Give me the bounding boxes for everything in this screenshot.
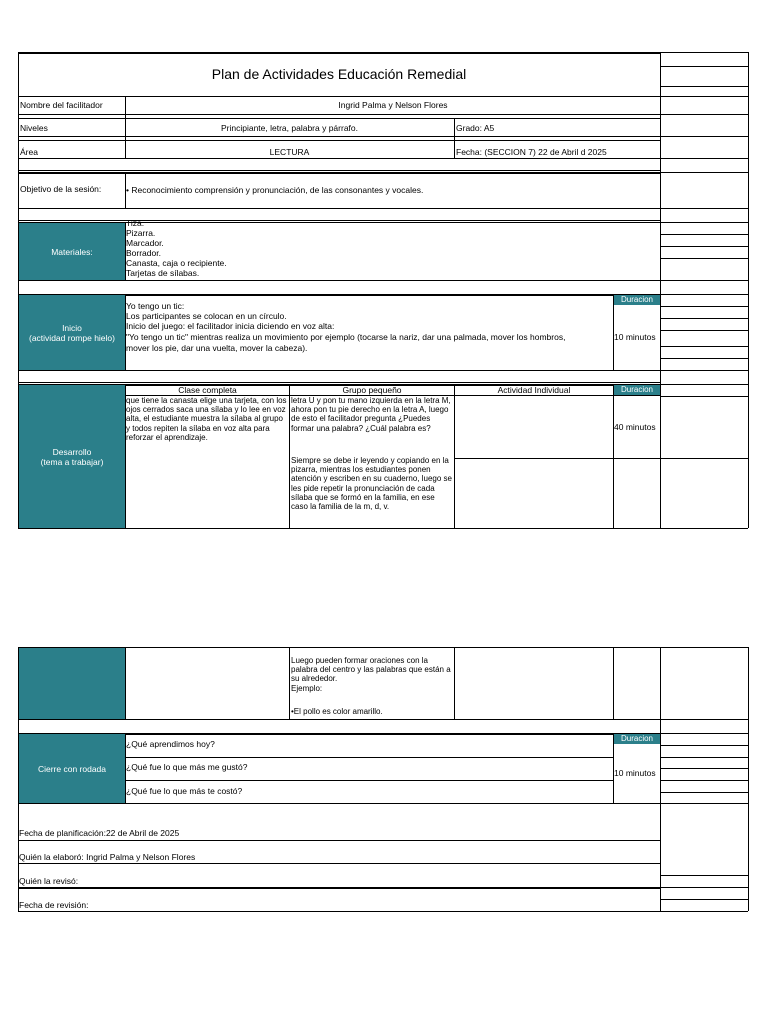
date-value: Fecha: (SECCION 7) 22 de Abril d 2025 bbox=[456, 147, 607, 157]
material-item: Pizarra. bbox=[126, 228, 156, 238]
desarrollo-header bbox=[19, 385, 125, 528]
inicio-duration-header: Duracion bbox=[614, 295, 660, 305]
desarrollo-duration-header: Duracion bbox=[614, 385, 660, 395]
small-group-text-3: Luego pueden formar oraciones con la palabra del centro y las palabras que están a su alrededor. Ejemplo: bbox=[291, 656, 451, 693]
desarrollo-duration: 40 minutos bbox=[614, 422, 656, 432]
cierre-question: ¿Qué fue lo que más te costó? bbox=[126, 786, 243, 796]
grade-value: Grado: A5 bbox=[456, 123, 495, 133]
col-whole-class: Clase completa bbox=[178, 385, 237, 395]
material-item: Marcador. bbox=[126, 238, 164, 248]
material-item: Canasta, caja o recipiente. bbox=[126, 258, 227, 268]
inicio-line: Yo tengo un tic: bbox=[126, 301, 185, 311]
small-group-example: •El pollo es color amarillo. bbox=[291, 707, 383, 716]
continuation-header bbox=[19, 648, 125, 719]
inicio-line: mover los pie, dar una vuelta, mover la cabeza). bbox=[126, 343, 308, 353]
prepared-by: Quién la elaboró: Ingrid Palma y Nelson Flores bbox=[19, 852, 196, 862]
small-group-text-2: Siempre se debe ir leyendo y copiando en la pizarra, mientras los estudiantes ponen atención y escriben en su cuaderno, luego se les pide repetir la pronunciación de cada sílaba que se formó en la familia, en ese caso la familia de la m, d, v. bbox=[291, 456, 452, 512]
cierre-question: ¿Qué fue lo que más me gustó? bbox=[126, 762, 248, 772]
facilitator-value: Ingrid Palma y Nelson Flores bbox=[338, 100, 448, 110]
whole-class-text: que tiene la canasta elige una tarjeta, con los ojos cerrados saca una sílaba y lo lee en voz alta, el estudiante muestra la sílaba al grupo y todos repiten la sílaba en voz alta para reforzar el aprendizaje. bbox=[126, 396, 287, 442]
material-item: Borrador. bbox=[126, 248, 161, 258]
inicio-line: Inicio del juego: el facilitador inicia diciendo en voz alta: bbox=[126, 321, 335, 331]
facilitator-label: Nombre del facilitador bbox=[20, 100, 103, 110]
material-item: Tarjetas de sílabas. bbox=[126, 268, 200, 278]
col-small-group: Grupo pequeño bbox=[342, 385, 402, 395]
levels-value: Principiante, letra, palabra y párrafo. bbox=[220, 123, 359, 133]
material-item: Tiza. bbox=[126, 218, 145, 228]
materials-header bbox=[19, 223, 125, 280]
reviewed-by: Quién la revisó: bbox=[19, 876, 79, 886]
desarrollo-label: Desarrollo (tema a trabajar) bbox=[40, 446, 104, 467]
review-date: Fecha de revisión: bbox=[19, 900, 89, 910]
objective-value: • Reconocimiento comprensión y pronunciación, de las consonantes y vocales. bbox=[126, 185, 424, 195]
inicio-label: Inicio (actividad rompe hielo) bbox=[29, 322, 115, 343]
materials-label: Materiales: bbox=[51, 246, 93, 257]
inicio-line: Los participantes se colocan en un círculo. bbox=[126, 311, 287, 321]
cierre-label: Cierre con rodada bbox=[37, 763, 107, 774]
area-value: LECTURA bbox=[269, 147, 310, 157]
page-title: Plan de Actividades Educación Remedial bbox=[211, 66, 467, 82]
cierre-header bbox=[19, 734, 125, 803]
col-individual: Actividad Individual bbox=[497, 385, 571, 395]
cierre-duration-header: Duracion bbox=[614, 734, 660, 744]
levels-label: Niveles bbox=[20, 123, 48, 133]
inicio-header bbox=[19, 295, 125, 370]
objective-label: Objetivo de la sesión: bbox=[20, 184, 102, 194]
cierre-duration: 10 minutos bbox=[614, 768, 656, 778]
inicio-duration: 10 minutos bbox=[614, 332, 656, 342]
small-group-text-1: letra U y pon tu mano izquierda en la letra M, ahora pon tu pie derecho en la letra A, luego de esto el facilitador pregunta ¿Puedes formar una palabra? ¿Cuál palabra es? bbox=[291, 396, 451, 433]
area-label: Área bbox=[20, 147, 38, 157]
planning-date: Fecha de planificación:22 de Abril de 2025 bbox=[19, 828, 180, 838]
inicio-line: "Yo tengo un tic" mientras realiza un movimiento por ejemplo (tocarse la nariz, dar una palmada, mover los hombros, bbox=[126, 332, 566, 342]
cierre-question: ¿Qué aprendimos hoy? bbox=[126, 739, 215, 749]
